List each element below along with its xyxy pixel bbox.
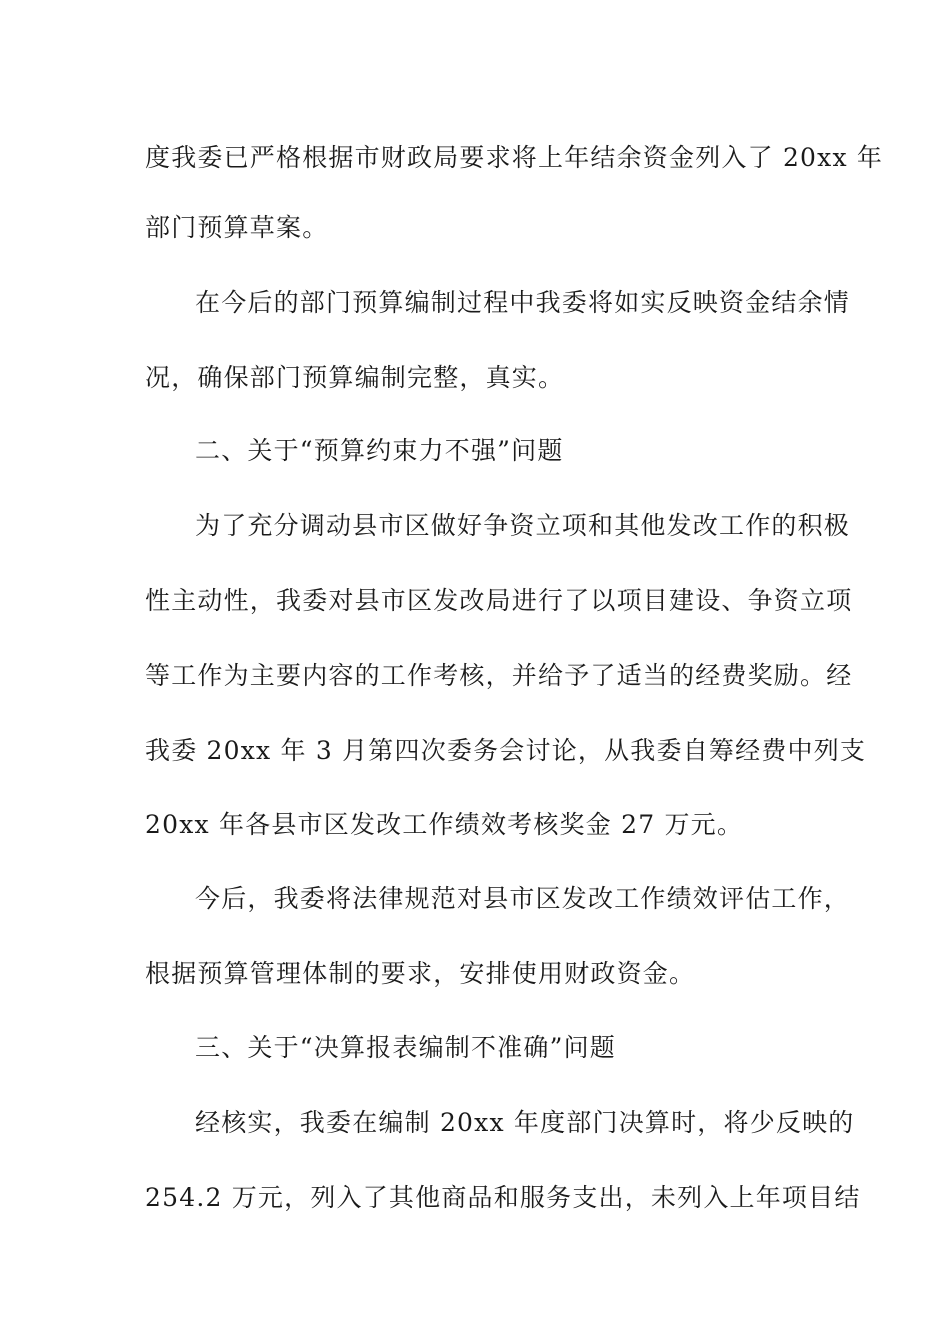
paragraph-line-10: 20xx 年各县市区发改工作绩效考核奖金 27 万元。 [145,810,744,839]
paragraph-line-15: 254.2 万元，列入了其他商品和服务支出，未列入上年项目结 [145,1183,861,1212]
paragraph-line-2: 部门预算草案。 [145,213,329,242]
paragraph-line-11: 今后，我委将法律规范对县市区发改工作绩效评估工作， [195,884,851,913]
paragraph-line-12: 根据预算管理体制的要求，安排使用财政资金。 [145,959,696,988]
paragraph-line-3: 在今后的部门预算编制过程中我委将如实反映资金结余情 [195,288,851,317]
paragraph-line-14: 经核实，我委在编制 20xx 年度部门决算时，将少反映的 [195,1108,855,1137]
paragraph-line-6: 为了充分调动县市区做好争资立项和其他发改工作的积极 [195,511,851,540]
section-heading-2: 二、关于“预算约束力不强”问题 [195,436,564,465]
paragraph-line-9: 我委 20xx 年 3 月第四次委务会讨论，从我委自筹经费中列支 [145,736,867,765]
paragraph-line-8: 等工作为主要内容的工作考核，并给予了适当的经费奖励。经 [145,661,853,690]
paragraph-line-7: 性主动性，我委对县市区发改局进行了以项目建设、争资立项 [145,586,853,615]
paragraph-line-4: 况，确保部门预算编制完整，真实。 [145,363,565,392]
section-heading-3: 三、关于“决算报表编制不准确”问题 [195,1033,616,1062]
paragraph-line-1: 度我委已严格根据市财政局要求将上年结余资金列入了 20xx 年 [145,143,884,172]
